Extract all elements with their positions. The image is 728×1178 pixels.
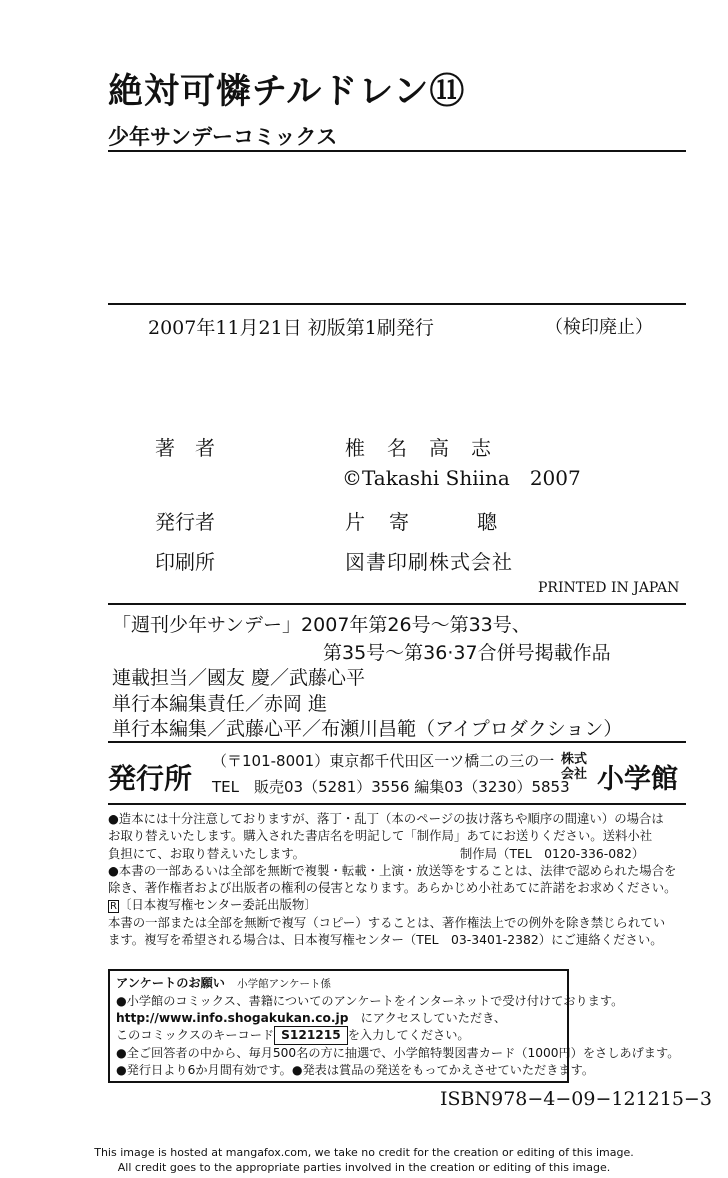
divider-top (108, 150, 686, 152)
serialization-line-2: 第35号〜第36·37合併号掲載作品 (323, 642, 611, 664)
publisher-label: 発行所 (108, 762, 193, 795)
credit-value-publisher: 片寄 聰 (345, 510, 521, 534)
survey-url-after: にアクセスしていただき、 (360, 1010, 507, 1025)
keycode-box: S121215 (274, 1026, 348, 1045)
divider-notes-top (108, 803, 686, 805)
credit-key-printer: 印刷所 (155, 550, 215, 574)
publisher-address: （〒101-8001）東京都千代田区一ツ橋二の三の一 (212, 752, 555, 770)
divider-colophon-bottom (108, 603, 686, 605)
note-line: 本書の一部または全部を無断で複写（コピー）することは、著作権法上での例外を除き禁じられてい (108, 914, 666, 930)
survey-dept: 小学館アンケート係 (237, 978, 332, 990)
survey-url[interactable]: http://www.info.shogakukan.co.jp (116, 1010, 349, 1025)
survey-line-4: ●全ご回答者の中から、毎月500名の方に抽選で、小学館特製図書カード（1000円）をさしあげます。 (116, 1046, 680, 1061)
divider-colophon-top (108, 303, 686, 305)
note-line: ●本書の一部あるいは全部を無断で複製・転載・上演・放送等をすることは、法律で認められた場合を (108, 862, 677, 878)
legal-notes (108, 810, 690, 948)
note-line: R 〔日本複写権センター委託出版物〕 (110, 897, 317, 913)
survey-line-1: ●小学館のコミックス、書籍についてのアンケートをインターネットで受け付けております。 (116, 993, 624, 1008)
serial-editor: 連載担当／國友 慶／武藤心平 (112, 667, 366, 689)
credit-value-author: 椎名高志 (345, 436, 513, 460)
keycode-before: このコミックスのキーコード (116, 1028, 275, 1043)
keycode-after: を入力してください。 (347, 1028, 470, 1043)
kabushiki-kaisha: 株式会社 (560, 752, 587, 782)
survey-heading: アンケートのお願い (116, 976, 225, 990)
book-title: 絶対可憐チルドレン⑪ (108, 72, 466, 112)
host-credit-line-2: All credit goes to the appropriate parties involved in the creation or editing of this image. (117, 1161, 611, 1174)
credit-key-publisher: 発行者 (155, 510, 215, 534)
printed-in-japan: PRINTED IN JAPAN (538, 580, 680, 596)
serialization-line-1: 「週刊少年サンデー」2007年第26号〜第33号、 (112, 614, 531, 636)
r-mark-icon: R (110, 901, 117, 913)
note-line: ます。複写を希望される場合は、日本複写権センター（TEL 03-3401-2382）にご連絡ください。 (108, 932, 663, 948)
copyright-notice: ©Takashi Shiina 2007 (342, 466, 581, 490)
credit-key-author: 著 者 (155, 436, 215, 460)
credit-value-printer: 図書印刷株式会社 (345, 550, 513, 574)
book-editor-chief: 単行本編集責任／赤岡 進 (112, 693, 328, 715)
host-credit-line-1: This image is hosted at mangafox.com, we take no credit for the creation or editing of this image. (94, 1146, 634, 1159)
publisher-name: 小学館 (597, 764, 678, 795)
survey-box (108, 969, 680, 1083)
stamp-abolished: （検印廃止） (545, 317, 653, 338)
note-line: ●造本には十分注意しておりますが、落丁・乱丁（本のページの抜け落ちや順序の間違い）の場合は (108, 811, 664, 826)
note-line: 負担にて、お取り替えいたします。 制作局（TEL 0120-336-082） (108, 845, 645, 861)
survey-line-5: ●発行日より6か月間有効です。●発表は賞品の発送をもってかえさせていただきます。 (116, 1062, 595, 1077)
note-line: 除き、著作権者および出版者の権利の侵害となります。あらかじめ小社あてに許諾をお求めください。 (108, 880, 677, 896)
imprint-label: 少年サンデーコミックス (108, 125, 338, 149)
book-editor: 単行本編集／武藤心平／布瀬川昌範（アイプロダクション） (112, 718, 623, 740)
divider-publisher-top (108, 741, 686, 743)
isbn: ISBN978−4−09−121215−3 (440, 1088, 712, 1110)
note-line: お取り替えいたします。購入された書店名を明記して「制作局」あてにお送りください。送料小社 (108, 828, 653, 844)
publication-date: 2007年11月21日 初版第1刷発行 (148, 317, 434, 339)
publisher-tel: TEL 販売03（5281）3556 編集03（3230）5853 (212, 778, 570, 796)
